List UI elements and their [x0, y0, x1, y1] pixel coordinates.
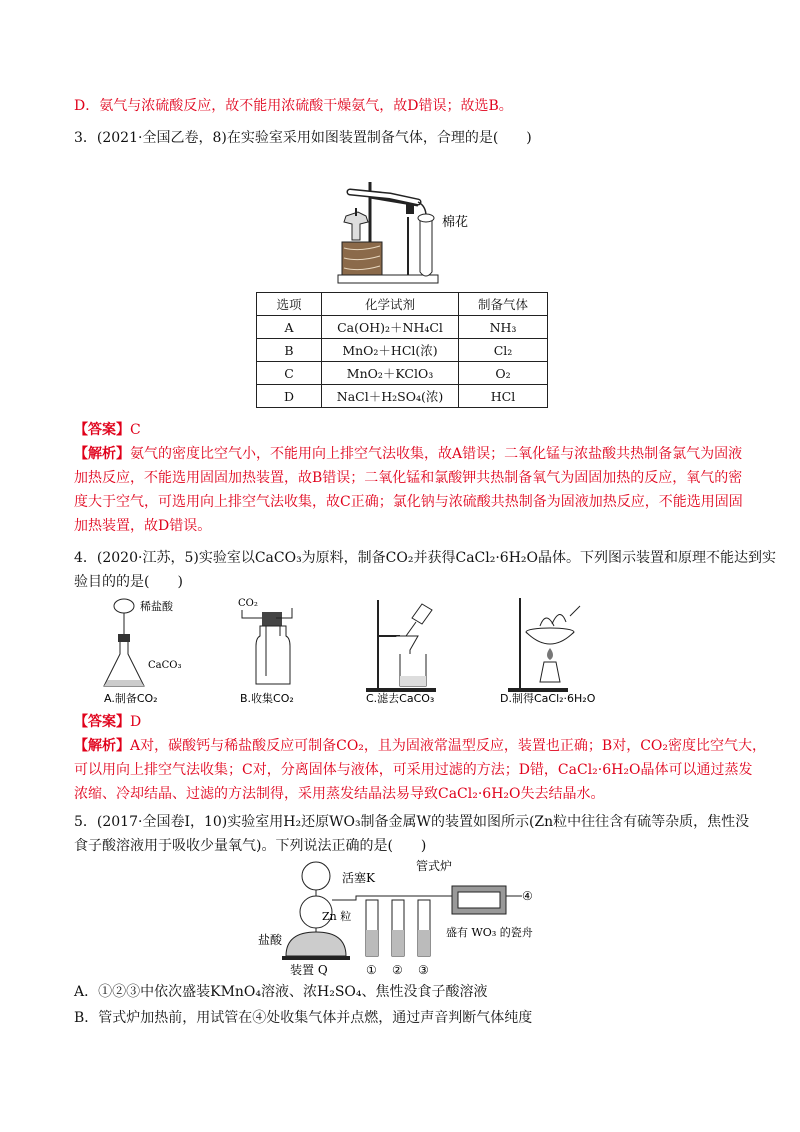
- table-cell: MnO₂＋HCl(浓): [322, 339, 459, 362]
- table-row: [257, 385, 548, 408]
- q4-stem-line-2: 验目的的是( ): [74, 574, 183, 590]
- q4-apparatus-figure: [100, 596, 700, 708]
- q2-option-d-analysis: D．氨气与浓硫酸反应，故不能用浓硫酸干燥氨气，故D错误；故选B。: [74, 98, 513, 114]
- furnace-label: 管式炉: [416, 859, 453, 873]
- q5-apparatus-figure: [256, 856, 556, 976]
- table-cell: HCl: [459, 385, 548, 408]
- outlet-4-label: ④: [522, 889, 533, 903]
- q4-analysis-line-2: 可以用向上排空气法收集；C对，分离固体与液体，可采用过滤的方法；D错，CaCl₂·6H₂O晶体可以通过蒸发: [74, 762, 753, 778]
- valve-k-label: 活塞K: [342, 871, 375, 885]
- table-cell: C: [257, 362, 322, 385]
- q4-analysis-line-1: 【解析】A对，碳酸钙与稀盐酸反应可制备CO₂，且为固液常温型反应，装置也正确；B对，CO₂密度比空气大，: [74, 738, 766, 754]
- table-cell: Ca(OH)₂＋NH₄Cl: [322, 316, 459, 339]
- q4-analysis-line-3: 浓缩、冷却结晶、过滤的方法制得，采用蒸发结晶法易导致CaCl₂·6H₂O失去结晶水。: [74, 786, 605, 802]
- q3-options-table: [256, 292, 548, 408]
- q5-stem-line-1: 5．(2017·全国卷Ⅰ，10)实验室用H₂还原WO₃制备金属W的装置如图所示(Zn粒中往往含有硫等杂质，焦性没: [74, 814, 750, 830]
- table-cell: MnO₂＋KClO₃: [322, 362, 459, 385]
- table-cell: A: [257, 316, 322, 339]
- q5-stem-line-2: 食子酸溶液用于吸收少量氧气)。下列说法正确的是( ): [74, 838, 427, 854]
- table-header: 选项: [257, 293, 322, 316]
- zn-label: Zn 粒: [322, 910, 352, 923]
- co2-label: CO₂: [238, 598, 258, 609]
- apparatus-a: [104, 599, 181, 686]
- table-cell: B: [257, 339, 322, 362]
- table-row: [257, 339, 548, 362]
- q3-analysis-line-1: 【解析】氨气的密度比空气小，不能用向上排空气法收集，故A错误；二氧化锰与浓盐酸共热制备氯气为固液: [74, 446, 743, 462]
- table-header: 制备气体: [459, 293, 548, 316]
- hcl-label: 盐酸: [258, 933, 283, 947]
- table-cell: D: [257, 385, 322, 408]
- bottle-2-label: ②: [392, 963, 403, 976]
- q5-option-b: B．管式炉加热前，用试管在④处收集气体并点燃，通过声音判断气体纯度: [74, 1010, 533, 1026]
- apparatus-b: [238, 598, 292, 684]
- bottle-3-label: ③: [418, 963, 429, 976]
- q3-analysis-line-3: 度大于空气，可选用向上排空气法收集，故C正确；氯化钠与浓硫酸共热制备为固液加热反应，不能选用固固: [74, 494, 743, 510]
- apparatus-c: [366, 600, 436, 692]
- q3-stem: 3．(2021·全国乙卷，8)在实验室采用如图装置制备气体，合理的是( ): [74, 130, 532, 146]
- table-header-row: [257, 293, 548, 316]
- q4-stem-line-1: 4．(2020·江苏，5)实验室以CaCO₃为原料，制备CO₂并获得CaCl₂·6H₂O晶体。下列图示装置和原理不能达到实: [74, 550, 776, 566]
- caption-a: A.制备CO₂: [104, 692, 158, 705]
- cotton-label: 棉花: [442, 215, 469, 230]
- table-row: [257, 362, 548, 385]
- q3-answer: 【答案】C: [74, 422, 141, 438]
- q3-apparatus-figure: [330, 172, 510, 287]
- caption-b: B.收集CO₂: [240, 692, 294, 705]
- table-cell: NaCl＋H₂SO₄(浓): [322, 385, 459, 408]
- table-header: 化学试剂: [322, 293, 459, 316]
- table-cell: Cl₂: [459, 339, 548, 362]
- table-cell: O₂: [459, 362, 548, 385]
- table-row: [257, 316, 548, 339]
- dilute-hcl-label: 稀盐酸: [140, 600, 173, 613]
- table-cell: NH₃: [459, 316, 548, 339]
- q5-option-a: A．①②③中依次盛装KMnO₄溶液、浓H₂SO₄、焦性没食子酸溶液: [74, 984, 488, 1000]
- q3-analysis-line-4: 加热装置，故D错误。: [74, 518, 212, 534]
- boat-label: 盛有 WO₃ 的瓷舟: [446, 926, 533, 939]
- device-q-label: 装置 Q: [290, 963, 328, 976]
- bottle-1-label: ①: [366, 963, 377, 976]
- caption-d: D.制得CaCl₂·6H₂O: [500, 692, 596, 705]
- q3-analysis-line-2: 加热反应，不能选用固固加热装置，故B错误；二氧化锰和氯酸钾共热制备氧气为固固加热的反应，氧气的密: [74, 470, 743, 486]
- apparatus-d: [508, 598, 580, 692]
- caco3-label: CaCO₃: [148, 660, 182, 671]
- caption-c: C.滤去CaCO₃: [366, 692, 435, 705]
- q4-answer: 【答案】D: [74, 714, 142, 730]
